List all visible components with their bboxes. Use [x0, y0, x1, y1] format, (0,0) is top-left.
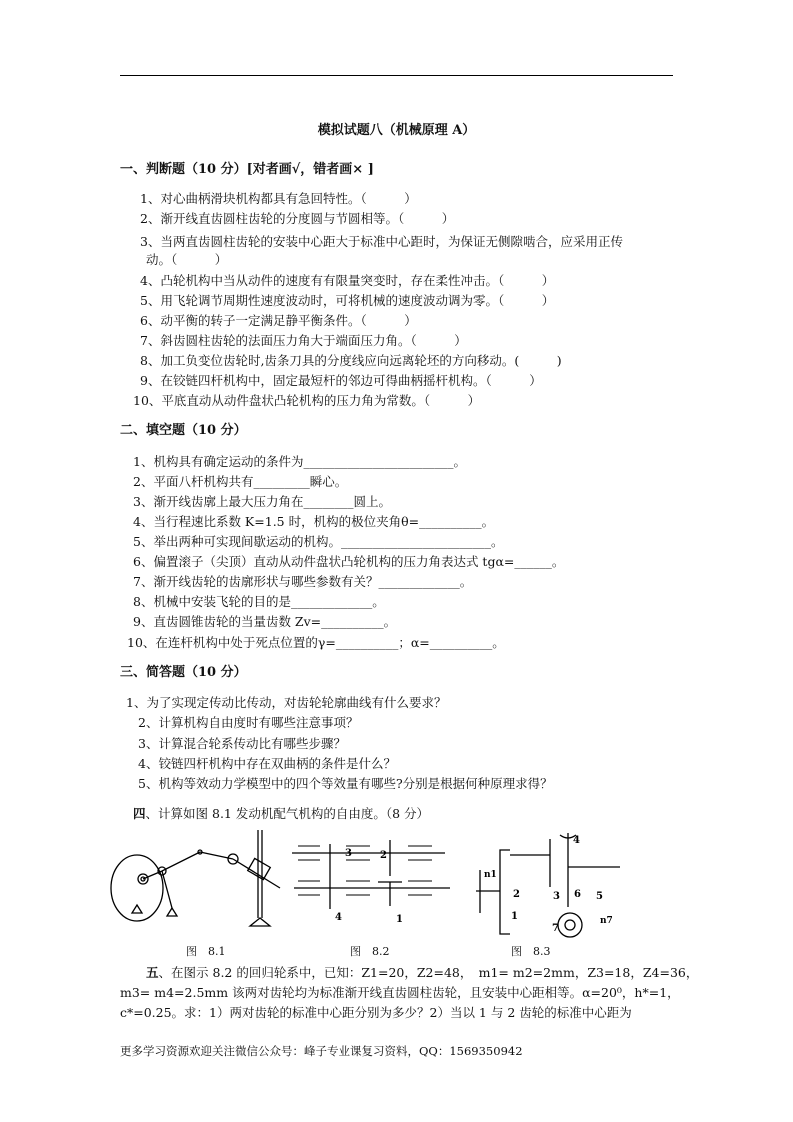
- gear-label-3: 3: [345, 848, 352, 859]
- gear-label-2: 2: [513, 889, 520, 900]
- section1-heading: 一、判断题（10 分）[对者画√，错者画× ]: [120, 162, 374, 177]
- gear-label-5: 5: [596, 891, 603, 902]
- section4-text: 、计算如图 8.1 发动机配气机构的自由度。（8 分）: [145, 806, 430, 821]
- ground-pivot: [132, 905, 142, 913]
- list-item: 8、机械中安装飞轮的目的是_____________。: [133, 594, 385, 609]
- gear-label-3: 3: [553, 891, 560, 902]
- list-item: 2、平面八杆机构共有_________瞬心。: [133, 474, 348, 489]
- list-item: 9、直齿圆锥齿轮的当量齿数 Zv=__________。: [133, 614, 397, 629]
- list-item: 4、当行程速比系数 K=1.5 时，机构的极位夹角θ=__________。: [133, 514, 495, 529]
- figure-caption-8-1: 图 8.1: [186, 945, 226, 958]
- gear-label-6: 6: [574, 889, 581, 900]
- list-item: 6、偏置滚子（尖顶）直动从动件盘状凸轮机构的压力角表达式 tgα=______。: [133, 554, 565, 569]
- list-item: 5、用飞轮调节周期性速度波动时，可将机械的速度波动调为零。（ ）: [140, 293, 555, 308]
- list-item-continuation: 动。（ ）: [146, 252, 228, 267]
- list-item: 7、渐开线齿轮的齿廓形状与哪些参数有关？_____________。: [133, 574, 473, 589]
- list-item: 3、渐开线齿廓上最大压力角在________圆上。: [133, 494, 391, 509]
- list-item: 4、铰链四杆机构中存在双曲柄的条件是什么？: [138, 756, 396, 771]
- section5-line-3: c*=0.25。求：1）两对齿轮的标准中心距分别为多少？2）当以 1 与 2 齿轮的标准中心距为: [120, 1005, 632, 1020]
- page-title: 模拟试题八（机械原理 A）: [317, 123, 476, 138]
- section5-prefix: 五: [146, 965, 159, 980]
- section2-heading: 二、填空题（10 分）: [120, 423, 247, 438]
- gear-label-2: 2: [380, 850, 387, 861]
- section5-line-2: m3= m4=2.5mm 该两对齿轮均为标准渐开线直齿圆柱齿轮，且安装中心距相等。α=20⁰，h*=1，: [120, 985, 680, 1000]
- list-item: 6、动平衡的转子一定满足静平衡条件。（ ）: [140, 313, 417, 328]
- gear-label-1: 1: [396, 914, 403, 925]
- gear-label-1: 1: [511, 911, 518, 922]
- cam-disc: [111, 855, 163, 921]
- list-item: 8、加工负变位齿轮时,齿条刀具的分度线应向远离轮坯的方向移动。( ): [140, 353, 562, 368]
- header-rule: [120, 75, 673, 76]
- gear-label-4: 4: [573, 835, 580, 846]
- section4-prefix: 四: [133, 806, 146, 821]
- figure-8-2-gear-train: [290, 836, 465, 936]
- speed-label-n7: n7: [600, 916, 613, 926]
- list-item: 4、凸轮机构中当从动件的速度有有限量突变时，存在柔性冲击。（ ）: [140, 273, 555, 288]
- speed-label-n1: n1: [484, 870, 497, 880]
- section5-line-1: [146, 965, 698, 981]
- section3-heading: 三、简答题（10 分）: [120, 665, 247, 680]
- list-item: 1、机构具有确定运动的条件为________________________。: [133, 454, 466, 469]
- list-item: 10、平底直动从动件盘状凸轮机构的压力角为常数。（ ）: [133, 393, 481, 408]
- list-item: 5、举出两种可实现间歇运动的机构。________________________。: [133, 534, 504, 549]
- list-item: 3、当两直齿圆柱齿轮的安装中心距大于标准中心距时，为保证无侧隙啮合，应采用正传: [140, 234, 623, 249]
- list-item: 2、渐开线直齿圆柱齿轮的分度圆与节圆相等。（ ）: [140, 211, 455, 226]
- section4-question: [133, 806, 429, 822]
- figure-8-1-valve-mechanism: [110, 830, 290, 930]
- list-item: 3、计算混合轮系传动比有哪些步骤？: [138, 736, 346, 751]
- footer-note: 更多学习资源欢迎关注微信公众号：峰子专业课复习资料，QQ：1569350942: [120, 1044, 523, 1058]
- figure-caption-8-3: 图 8.3: [511, 945, 551, 958]
- list-item: 10、在连杆机构中处于死点位置的γ=__________；α=__________。: [127, 635, 505, 650]
- list-item: 9、在铰链四杆机构中，固定最短杆的邻边可得曲柄摇杆机构。（ ）: [140, 373, 542, 388]
- list-item: 7、斜齿圆柱齿轮的法面压力角大于端面压力角。（ ）: [140, 333, 467, 348]
- list-item: 5、机构等效动力学模型中的四个等效量有哪些?分别是根据何种原理求得？: [138, 776, 553, 791]
- gear-label-7: 7: [552, 923, 559, 934]
- list-item: 2、计算机构自由度时有哪些注意事项？: [138, 715, 359, 730]
- list-item: 1、对心曲柄滑块机构都具有急回特性。（ ）: [140, 191, 417, 206]
- figure-caption-8-2: 图 8.2: [350, 945, 390, 958]
- section5-text: 、在图示 8.2 的回归轮系中，已知：Z1=20，Z2=48， m1= m2=2mm，Z3=18，Z4=36，: [158, 965, 699, 980]
- gear-label-4: 4: [335, 912, 342, 923]
- figure-8-3-gear-train: [470, 825, 645, 940]
- list-item: 1、为了实现定传动比传动，对齿轮轮廓曲线有什么要求？: [126, 695, 447, 710]
